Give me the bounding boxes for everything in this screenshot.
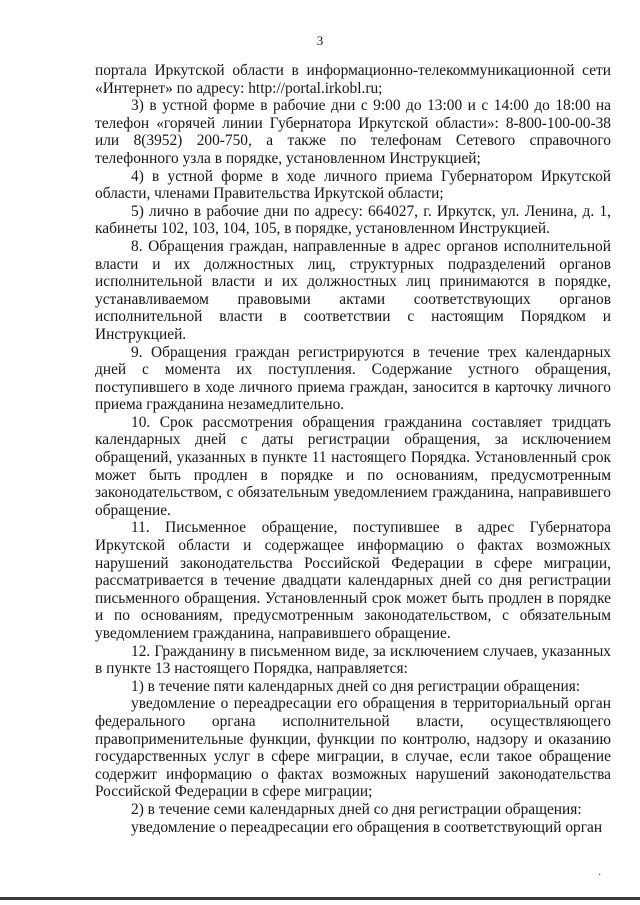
paragraph: 3) в устной форме в рабочие дни с 9:00 до 13:00 и с 14:00 до 18:00 на телефон «горячей линии Губернатора Иркутской области»: 8-800-100-00-38 или 8(3952) 200-750, а также по телефонам Сетевого справочного телефонного узла в порядке, установленном Инструкцией; <box>95 97 611 167</box>
paragraph: 10. Срок рассмотрения обращения гражданина составляет тридцать календарных дней с даты регистрации обращения, за исключением обращений, указанных в пункте 11 настоящего Порядка. Установленный срок может быть продлен в порядке и по основаниям, предусмотренным законодательством, с обязательным уведомлением гражданина, направившего обращение. <box>95 413 611 519</box>
paragraph: 9. Обращения граждан регистрируются в течение трех календарных дней с момента их поступления. Содержание устного обращения, поступившего в ходе личного приема граждан, заносится в карточку личного приема гражданина незамедлительно. <box>95 343 611 414</box>
paragraph: уведомление о переадресации его обращения в соответствующий орган <box>131 818 603 836</box>
page-number: 3 <box>316 33 324 48</box>
paragraph: 11. Письменное обращение, поступившее в адрес Губернатора Иркутской области и содержащее информацию о фактах возможных нарушений законодательства Российской Федерации в сфере миграции, рассматривается в течение двадцати календарных дней со дня регистрации письменного обращения. Установленный срок может быть продлен в порядке и по основаниям, предусмотренным законодательством, с обязательным уведомлением гражданина, направившего обращение. <box>95 519 611 642</box>
document-body <box>95 62 611 836</box>
paragraph: уведомление о переадресации его обращения в территориальный орган федерального органа исполнительной власти, осуществляющего правоприменительные функции, функции по контролю, надзору и оказанию государственных услуг в сфере миграции, в случае, если такое обращение содержит информацию о фактах возможных нарушений законодательства Российской Федерации в сфере миграции; <box>95 695 611 801</box>
paragraph: 1) в течение пяти календарных дней со дня регистрации обращения: <box>131 677 581 695</box>
paragraph: 8. Обращения граждан, направленные в адрес органов исполнительной власти и их должностных лиц, структурных подразделений органов исполнительной власти и их должностных лиц принимаются в порядке, устанавливаемом правовыми актами соответствующих органов исполнительной власти в соответствии с настоящим Порядком и Инструкцией. <box>95 237 611 343</box>
paragraph: 12. Гражданину в письменном виде, за исключением случаев, указанных в пункте 13 настоящего Порядка, направляется: <box>95 642 611 678</box>
paragraph: 4) в устной форме в ходе личного приема Губернатором Иркутской области, членами Правительства Иркутской области; <box>95 167 611 203</box>
scan-bottom-edge <box>0 897 640 900</box>
stray-mark: · <box>598 870 602 881</box>
paragraph: портала Иркутской области в информационно-телекоммуникационной сети «Интернет» по адресу: http://portal.irkobl.ru; <box>95 62 611 97</box>
paragraph: 2) в течение семи календарных дней со дня регистрации обращения: <box>131 800 582 818</box>
paragraph: 5) лично в рабочие дни по адресу: 664027, г. Иркутск, ул. Ленина, д. 1, кабинеты 102, 103, 104, 105, в порядке, установленном Инструкцией. <box>95 202 611 238</box>
